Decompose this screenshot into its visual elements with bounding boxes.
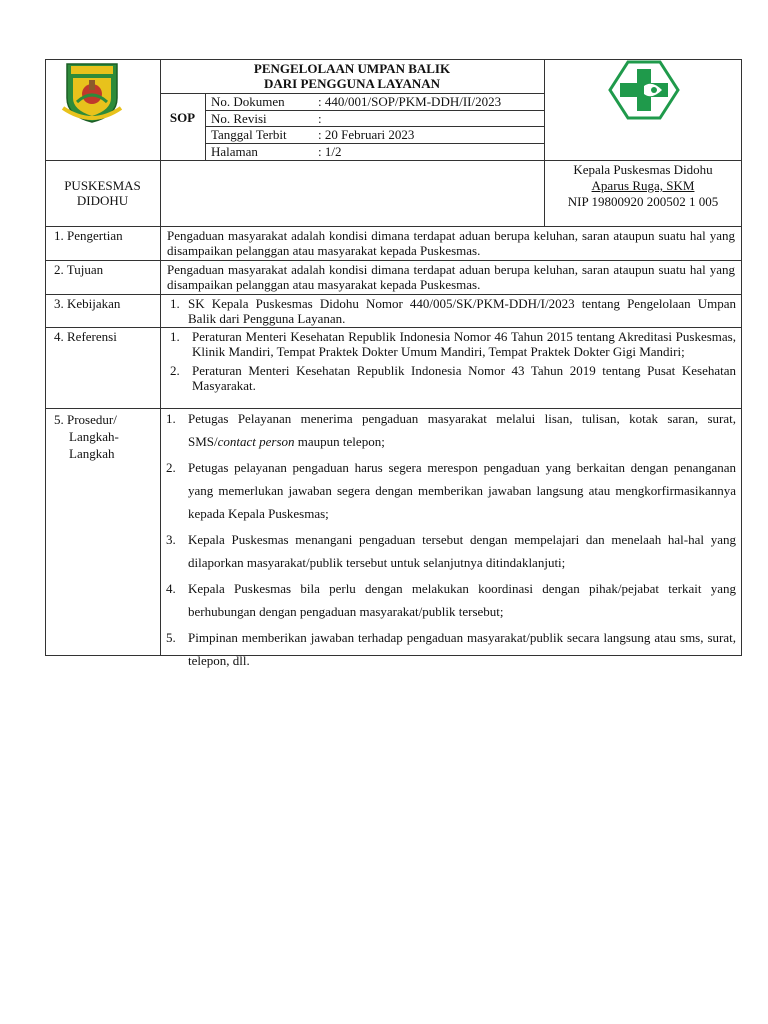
column-divider-right-top: [544, 59, 545, 160]
puskesmas-cross-logo: [608, 60, 680, 120]
org-line-1: PUSKESMAS: [64, 178, 141, 193]
list-item-text: Pimpinan memberikan jawaban terhadap pengaduan masyarakat/publik secara langsung atau sms, surat, telepon, dll.: [188, 630, 736, 668]
row-divider-2: [45, 260, 742, 261]
list-item-text: Petugas pelayanan pengaduan harus segera merespon pengaduan yang berkaitan dengan penanganan yang memerlukan jawaban segera dengan memberikan jawaban langsung atau mengkorfirmasikannya kepada Kepala Puskesmas;: [188, 460, 736, 521]
kebijakan-list: [166, 296, 736, 326]
list-item-text: Peraturan Menteri Kesehatan Republik Indonesia Nomor 43 Tahun 2019 tentang Pusat Kesehatan Masyarakat.: [192, 363, 736, 393]
list-item-number: 4.: [166, 581, 176, 596]
list-item: [162, 407, 736, 453]
list-item: [166, 296, 736, 326]
meta-value-page: : 1/2: [318, 144, 342, 159]
list-item-text: Kepala Puskesmas menangani pengaduan tersebut dengan mempelajari dan menelaah hal-hal yang dilaporkan masyarakat/publik tersebut untuk selanjutnya ditindaklanjuti;: [188, 532, 736, 570]
meta-value-issue-date: : 20 Februari 2023: [318, 127, 415, 142]
meta-value-revision: :: [318, 111, 322, 126]
list-item-number: 1.: [166, 411, 176, 426]
section-text-tujuan: Pengaduan masyarakat adalah kondisi dimana terdapat aduan berupa keluhan, saran ataupun suatu hal yang disampaikan pelanggan atau masyarakat kepada Puskesmas.: [167, 262, 735, 292]
meta-label-issue-date: Tanggal Terbit: [211, 127, 287, 142]
prosedur-label-line-3: Langkah: [69, 446, 115, 461]
list-item-number: 1.: [170, 296, 180, 311]
sop-label: SOP: [169, 110, 196, 125]
list-item-text: Peraturan Menteri Kesehatan Republik Indonesia Nomor 46 Tahun 2015 tentang Akreditasi Puskesmas, Klinik Mandiri, Tempat Praktek Dokter Umum Mandiri, Tempat Praktek Dokter Gigi Mandiri;: [192, 329, 736, 359]
list-item-text: Petugas Pelayanan menerima pengaduan masyarakat melalui lisan, tulisan, kotak saran, surat, SMS/: [188, 411, 736, 449]
row-divider-4: [45, 327, 742, 328]
section-label-kebijakan: 3. Kebijakan: [54, 296, 121, 311]
list-item-text: Kepala Puskesmas bila perlu dengan melakukan koordinasi dengan pihak/pejabat terkait yang berhubungan dengan pengaduan masyarakat/publik tersebut;: [188, 581, 736, 619]
signer-nip: NIP 19800920 200502 1 005: [567, 194, 719, 209]
section-label-referensi: 4. Referensi: [54, 329, 117, 344]
referensi-list: [166, 329, 736, 393]
meta-label-page: Halaman: [211, 144, 258, 159]
section-label-pengertian: 1. Pengertian: [54, 228, 123, 243]
meta-label-doc-number: No. Dokumen: [211, 94, 285, 109]
title-line-2: DARI PENGGUNA LAYANAN: [263, 76, 440, 91]
list-item-number: 5.: [166, 630, 176, 645]
signer-name: Aparus Ruga, SKM: [591, 178, 695, 193]
row-divider-3: [45, 294, 742, 295]
list-item-text: SK Kepala Puskesmas Didohu Nomor 440/005/SK/PKM-DDH/I/2023 tentang Pengelolaan Umpan Balik dari Pengguna Layanan.: [188, 296, 736, 326]
list-item: [162, 456, 736, 525]
row-divider-1: [45, 226, 742, 227]
signature-block: [545, 162, 741, 210]
signer-title: Kepala Puskesmas Didohu: [573, 162, 713, 177]
list-item: [162, 626, 736, 672]
list-item: [162, 528, 736, 574]
list-item-number: 3.: [166, 532, 176, 547]
section-text-pengertian: Pengaduan masyarakat adalah kondisi dimana terdapat aduan berupa keluhan, saran ataupun suatu hal yang disampaikan pelanggan atau masyarakat kepada Puskesmas.: [167, 228, 735, 258]
meta-label-revision: No. Revisi: [211, 111, 267, 126]
list-item-number: 2.: [170, 363, 180, 378]
prosedur-list: [162, 407, 736, 675]
list-item-number: 2.: [166, 460, 176, 475]
prosedur-label-line-2: Langkah-: [69, 429, 119, 444]
regional-emblem-logo: [59, 58, 125, 124]
section-label-prosedur: [54, 411, 119, 462]
document-title: [160, 60, 544, 94]
column-divider-left: [160, 59, 161, 656]
list-item-italic-text: contact person: [217, 434, 295, 449]
header-bottom-divider: [45, 160, 742, 161]
meta-value-doc-number: : 440/001/SOP/PKM-DDH/II/2023: [318, 94, 502, 109]
section-label-tujuan: 2. Tujuan: [54, 262, 104, 277]
organization-name: [45, 178, 160, 208]
prosedur-label-line-1: 5. Prosedur/: [54, 412, 117, 427]
org-line-2: DIDOHU: [76, 193, 129, 208]
list-item: [166, 363, 736, 393]
list-item: [166, 329, 736, 359]
list-item-text-end: maupun telepon;: [294, 434, 385, 449]
title-line-1: PENGELOLAAN UMPAN BALIK: [253, 61, 451, 76]
list-item-number: 1.: [170, 329, 180, 344]
list-item: [162, 577, 736, 623]
